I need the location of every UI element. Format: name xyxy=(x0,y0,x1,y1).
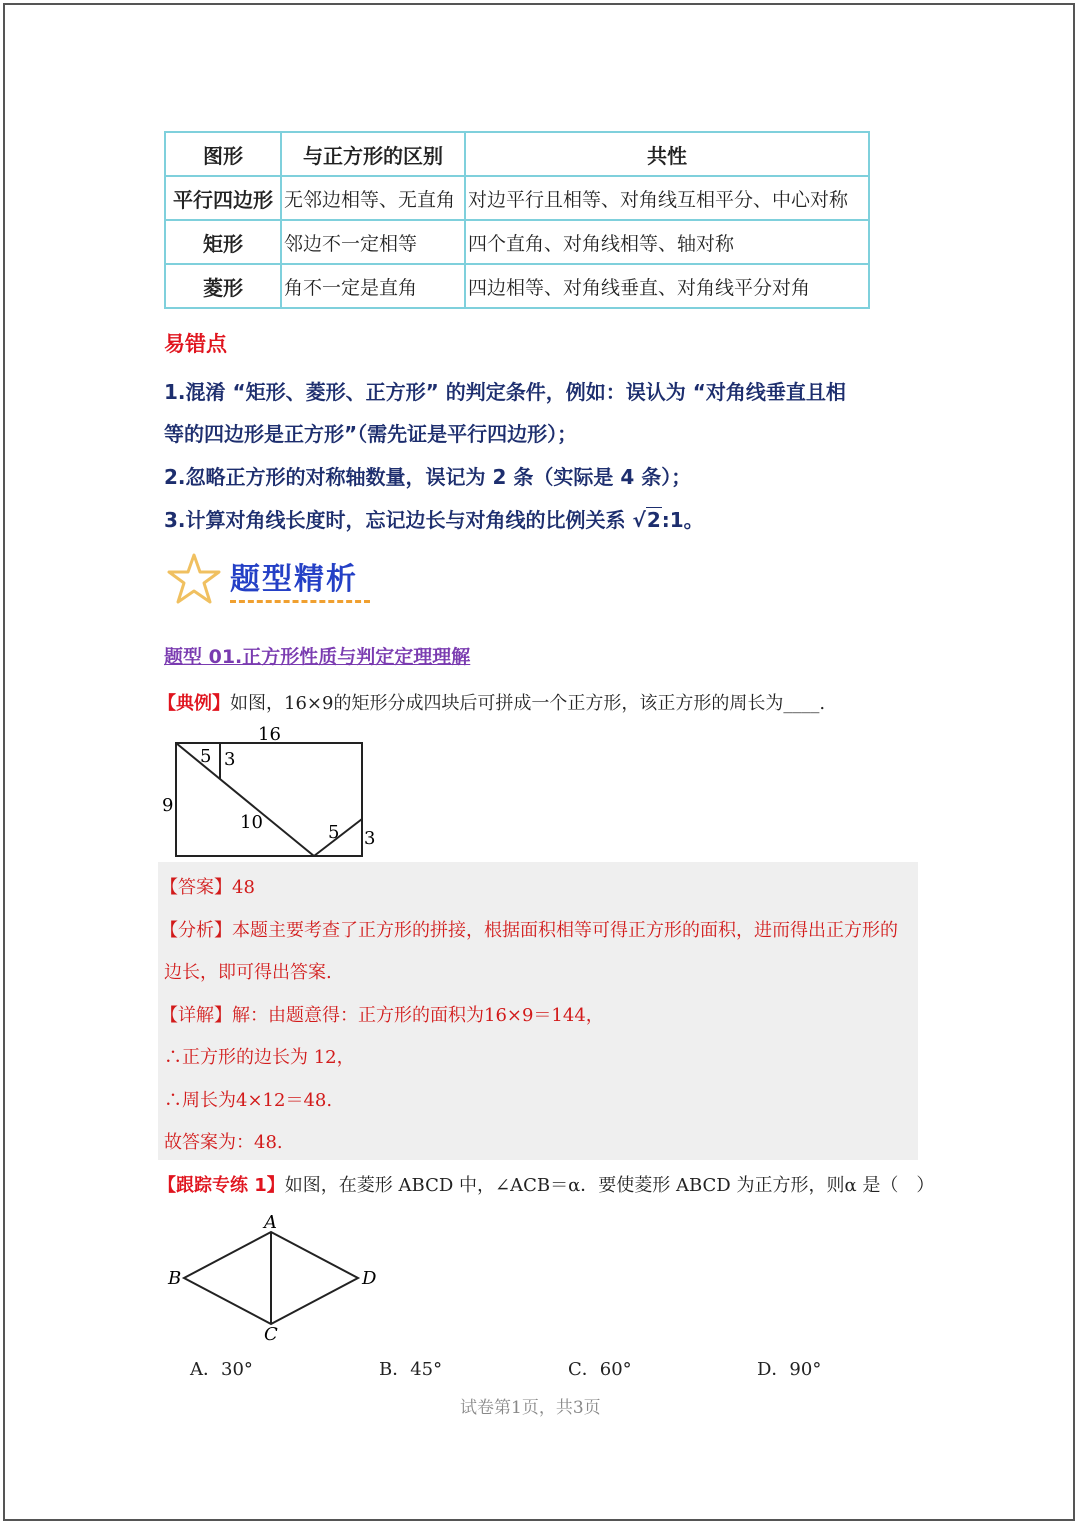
sqrt-radicand: 2 xyxy=(646,508,661,532)
figure-label-d: 3 xyxy=(364,828,376,849)
track-text: 如图，在菱形 ABCD 中，∠ACB＝α．要使菱形 ABCD 为正方形，则α 是（ ） xyxy=(284,1175,935,1196)
table-row xyxy=(165,220,869,264)
figure-label-top: 16 xyxy=(258,724,281,745)
rectangle-figure xyxy=(158,722,388,862)
track-line xyxy=(158,1171,934,1197)
analysis-line-2: 边长，即可得出答案. xyxy=(164,962,332,983)
pitfall-line-4-suffix: :1。 xyxy=(661,508,704,532)
table-cell-common: 对边平行且相等、对角线互相平分、中心对称 xyxy=(465,176,869,220)
answer-label: 【答案】 xyxy=(160,877,232,898)
figure-label-left: 9 xyxy=(162,795,174,816)
pitfall-line-4-prefix: 3.计算对角线长度时，忘记边长与对角线的比例关系 √ xyxy=(164,508,646,532)
rhombus-label-b: B xyxy=(168,1268,182,1289)
detail-line-1 xyxy=(160,1001,604,1027)
detail-line-4: 故答案为：48. xyxy=(164,1132,283,1153)
section-title: 题型精析 xyxy=(230,562,358,597)
table-cell-diff: 邻边不一定相等 xyxy=(281,220,465,264)
option-c[interactable]: C．60° xyxy=(568,1359,632,1380)
figure-label-diag: 10 xyxy=(240,812,263,833)
rhombus-figure xyxy=(164,1210,394,1345)
example-text: 如图，16×9的矩形分成四块后可拼成一个正方形，该正方形的周长为____. xyxy=(230,693,826,714)
table-header-cell: 共性 xyxy=(465,132,869,176)
table-cell-diff: 角不一定是直角 xyxy=(281,264,465,308)
table-header-cell: 与正方形的区别 xyxy=(281,132,465,176)
option-a[interactable]: A．30° xyxy=(190,1359,253,1380)
table-row xyxy=(165,176,869,220)
pitfall-line-3: 2.忽略正方形的对称轴数量，误记为 2 条（实际是 4 条）； xyxy=(164,465,692,489)
answer-line xyxy=(160,873,255,899)
comparison-table xyxy=(164,131,870,309)
pitfall-line-1: 1.混淆 “矩形、菱形、正方形” 的判定条件，例如：误认为 “对角线垂直且相 xyxy=(164,380,846,404)
pitfall-line-2: 等的四边形是正方形”（需先证是平行四边形）； xyxy=(164,422,578,446)
example-label: 【典例】 xyxy=(158,693,230,714)
rhombus-label-d: D xyxy=(362,1268,377,1289)
question-type-title: 题型 01.正方形性质与判定定理理解 xyxy=(164,646,471,668)
figure-label-c: 5 xyxy=(328,822,340,843)
rhombus-label-a: A xyxy=(264,1212,277,1233)
table-cell-shape: 平行四边形 xyxy=(165,176,281,220)
table-cell-common: 四边相等、对角线垂直、对角线平分对角 xyxy=(465,264,869,308)
answer-value: 48 xyxy=(232,877,255,898)
detail-line-3: ∴周长为4×12＝48. xyxy=(164,1090,333,1111)
detail-label: 【详解】 xyxy=(160,1005,232,1026)
table-header-cell: 图形 xyxy=(165,132,281,176)
analysis-line-1 xyxy=(160,916,898,942)
track-label: 【跟踪专练 1】 xyxy=(158,1175,285,1196)
example-line xyxy=(158,689,825,715)
table-cell-shape: 矩形 xyxy=(165,220,281,264)
page-footer: 试卷第1页，共3页 xyxy=(460,1398,601,1418)
pitfalls-heading: 易错点 xyxy=(164,332,227,356)
option-b[interactable]: B．45° xyxy=(379,1359,443,1380)
rhombus-label-c: C xyxy=(264,1324,278,1345)
table-header-row xyxy=(165,132,869,176)
figure-label-b: 3 xyxy=(224,749,236,770)
section-title-underline xyxy=(230,600,370,603)
table-cell-shape: 菱形 xyxy=(165,264,281,308)
detail-line-2: ∴正方形的边长为 12， xyxy=(164,1047,355,1068)
pitfall-line-4 xyxy=(164,504,704,533)
option-d[interactable]: D．90° xyxy=(757,1359,822,1380)
table-row xyxy=(165,264,869,308)
table-cell-diff: 无邻边相等、无直角 xyxy=(281,176,465,220)
analysis-text-1: 本题主要考查了正方形的拼接，根据面积相等可得正方形的面积，进而得出正方形的 xyxy=(232,920,898,941)
star-icon xyxy=(166,552,222,606)
figure-label-a: 5 xyxy=(200,746,212,767)
table-cell-common: 四个直角、对角线相等、轴对称 xyxy=(465,220,869,264)
analysis-label: 【分析】 xyxy=(160,920,232,941)
detail-text-1: 解：由题意得：正方形的面积为16×9＝144， xyxy=(232,1005,604,1026)
